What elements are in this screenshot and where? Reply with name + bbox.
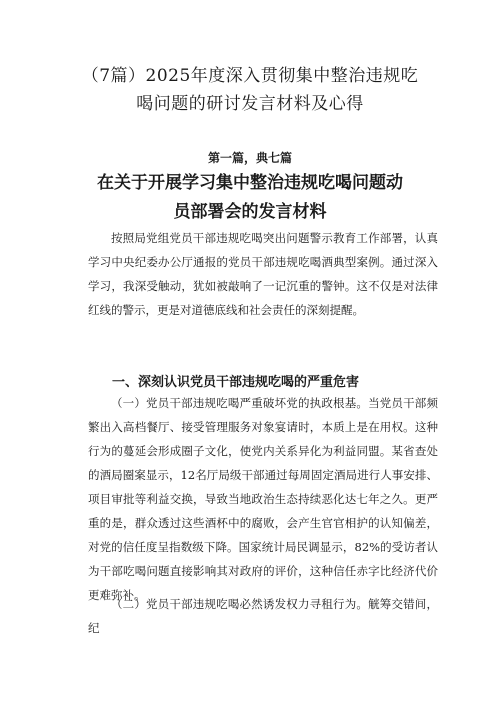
- body-paragraph-1: （一）党员干部违规吃喝严重破坏党的执政根基。当党员干部频繁出入高档餐厅、接受管理服务对象宴请时，本质上是在用权。这种行为的蔓延会形成圈子文化，使党内关系异化为利益同盟。某省查处的酒局圈案显示，12名厅局级干部通过每周固定酒局进行人事安排、项目审批等利益交换，导致当地政治生态持续恶化达七年之久。更严重的是，群众透过这些酒杯中的腐败，会产生官官相护的认知偏差，对党的信任度呈指数级下降。国家统计局民调显示，82%的受访者认为干部吃喝问题直接影响其对政府的评价，这种信任赤字比经济代价更难弥补。: [88, 396, 438, 602]
- section-label: 第一篇，典七篇: [207, 151, 292, 165]
- speech-title-line2: 员部署会的发言材料: [173, 202, 327, 222]
- document-title-line2: 喝问题的研讨发言材料及心得: [136, 94, 364, 114]
- intro-paragraph: 按照局党组党员干部违规吃喝突出问题警示教育工作部署，认真学习中央纪委办公厅通报的党员干部违规吃喝酒典型案例。通过深入学习，我深受触动，犹如被敲响了一记沉重的警钟。这不仅是对法律红线的警示，更是对道德底线和社会责任的深刻提醒。: [88, 231, 438, 317]
- speech-title-line1: 在关于开展学习集中整治违规吃喝问题动: [97, 173, 403, 193]
- section-heading-1: 一、深刻认识党员干部违规吃喝的严重危害: [112, 375, 360, 390]
- body-paragraph-2: （二）党员干部违规吃喝必然诱发权力寻租行为。觥筹交错间，纪: [88, 597, 438, 635]
- document-title-line1: （7篇）2025年度深入贯彻集中整治违规吃: [81, 66, 419, 86]
